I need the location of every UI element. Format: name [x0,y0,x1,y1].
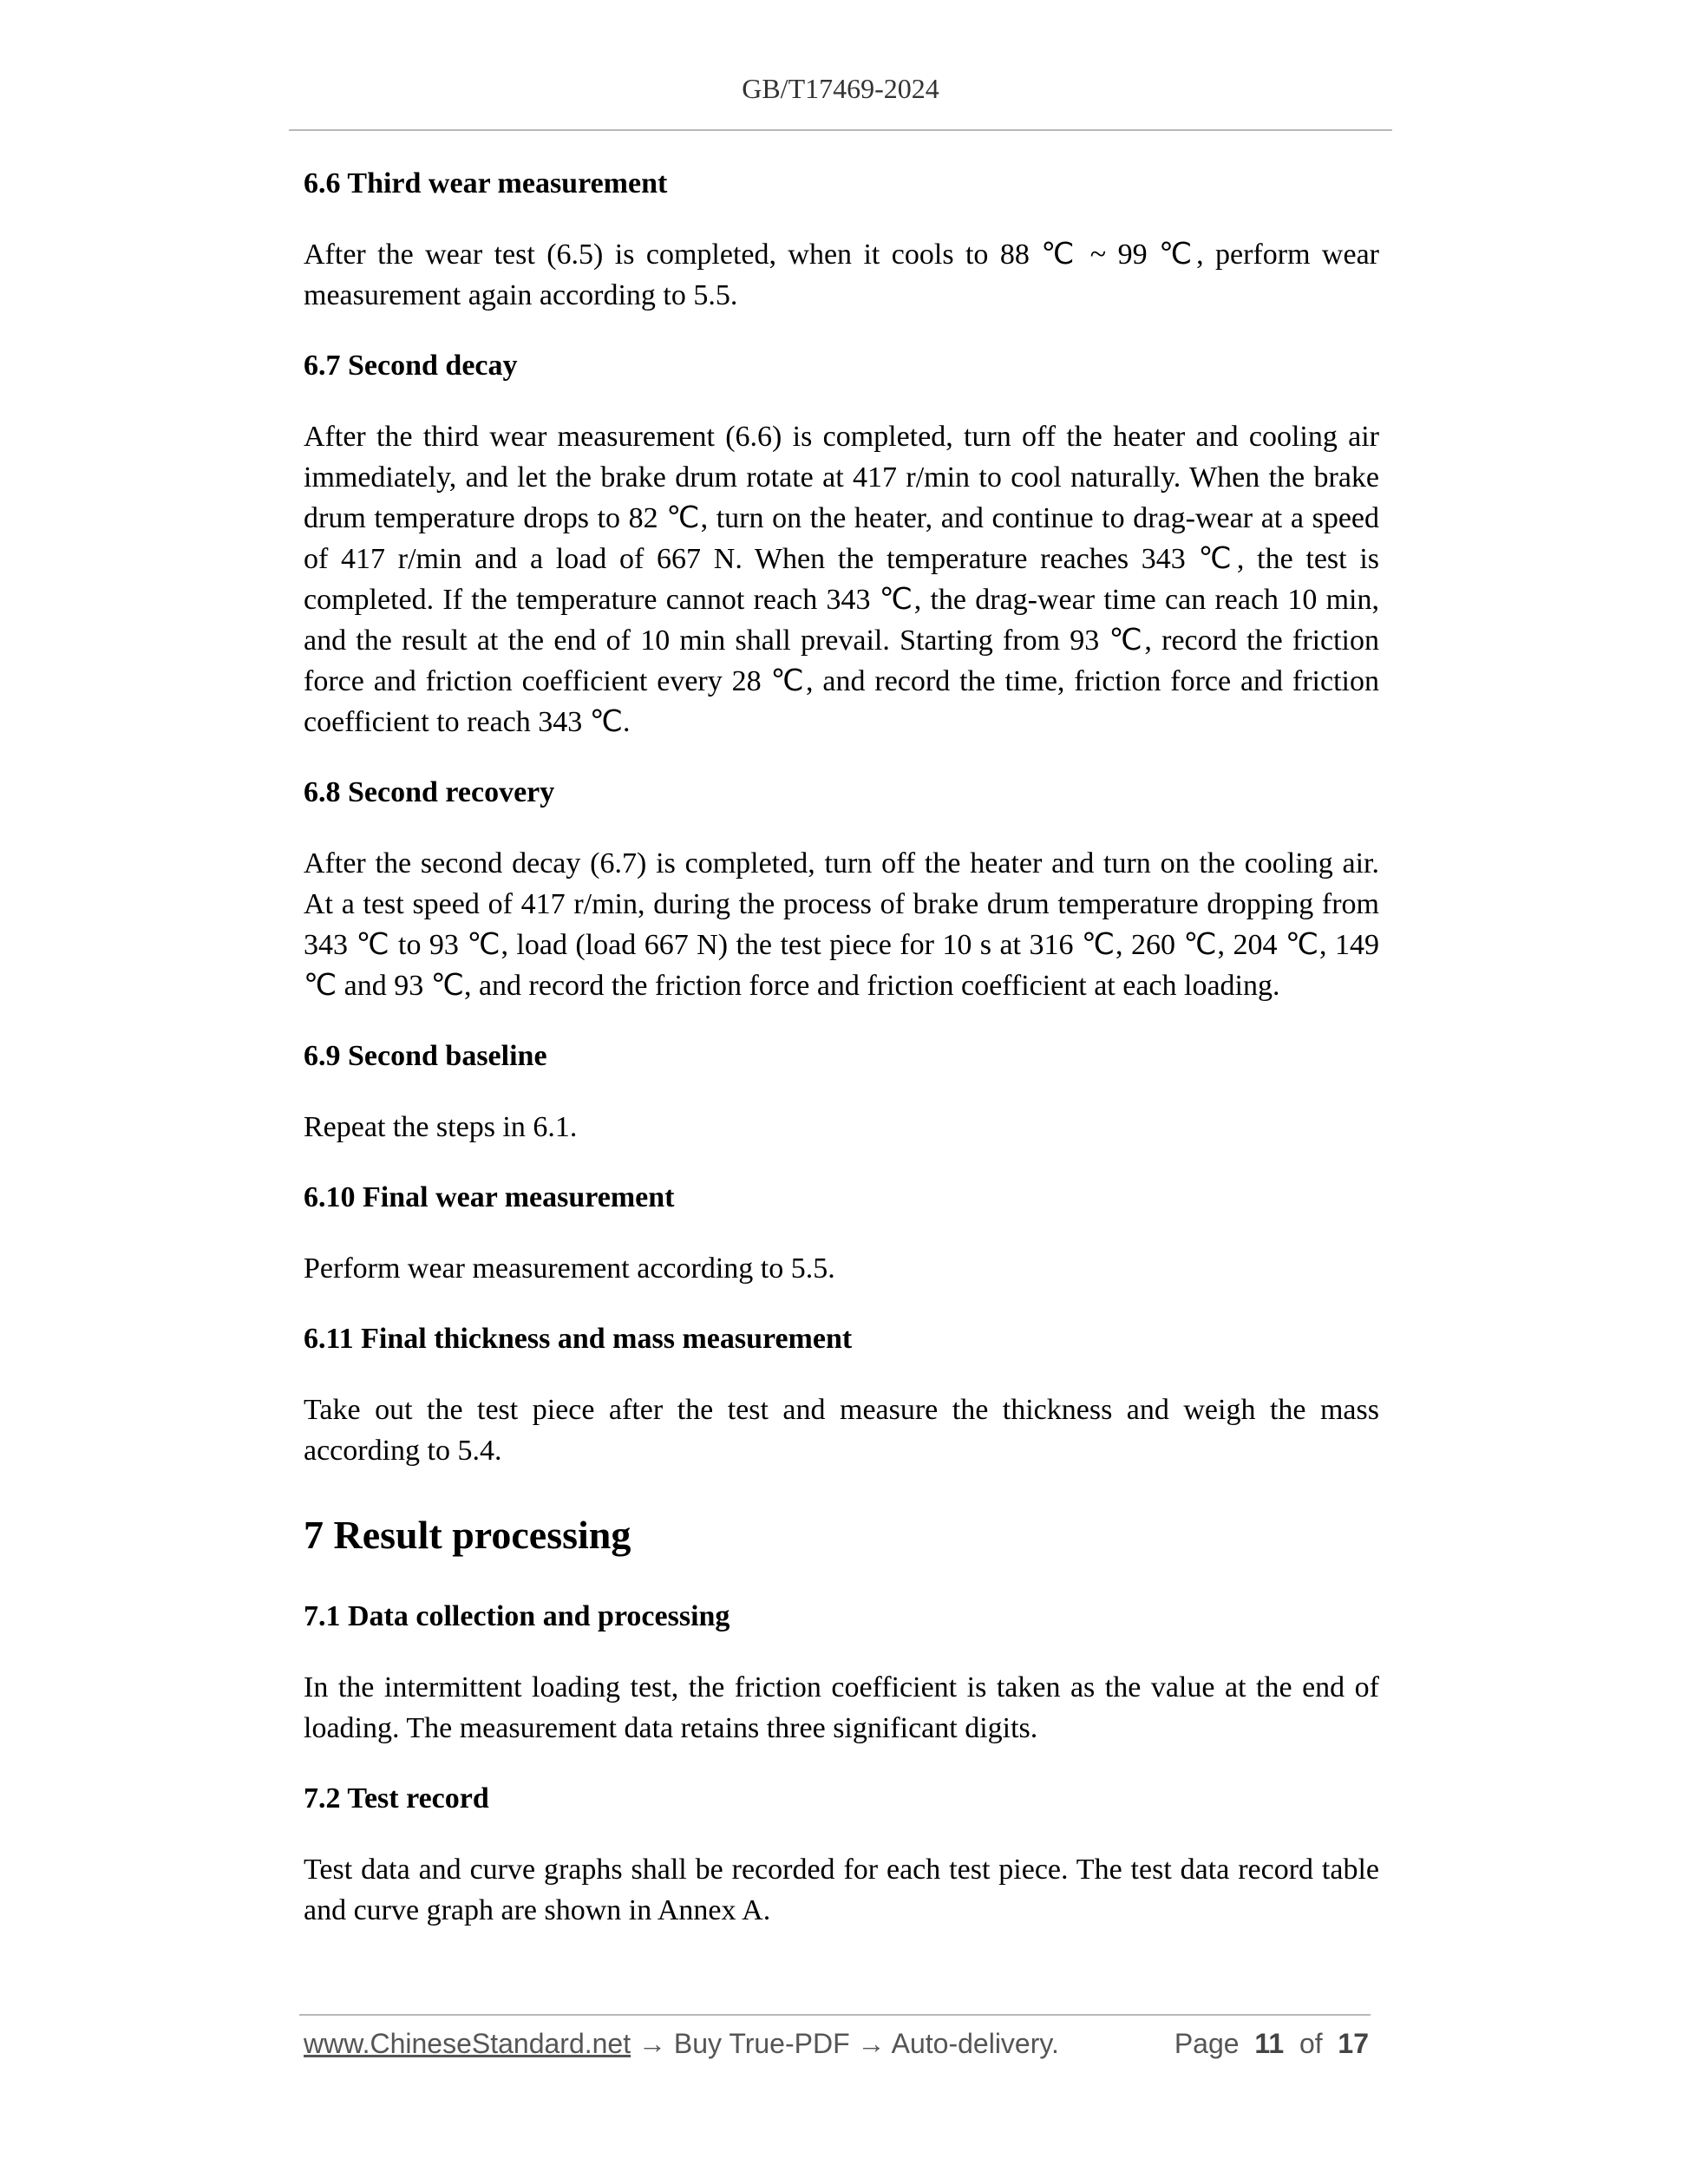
header-divider [289,129,1392,131]
of-label: of [1299,2028,1323,2059]
section-7-2-body: Test data and curve graphs shall be recorded for each test piece. The test data record table and curve graph are shown in Annex A. [304,1854,1379,1926]
section-6-8-title: 6.8 Second recovery [304,776,555,808]
section-6-10-body: Perform wear measurement according to 5.5. [304,1252,835,1285]
section-6-6-body: After the wear test (6.5) is completed, when it cools to 88 ℃ ~ 99 ℃, perform wear measurement again according to 5.5. [304,239,1379,311]
section-7-1-body: In the intermittent loading test, the friction coefficient is taken as the value at the end of loading. The measurement data retains three significant digits. [304,1671,1379,1744]
section-6-8-body: After the second decay (6.7) is completed, turn off the heater and turn on the cooling air. At a test speed of 417 r/min, during the process of brake drum temperature dropping from 343 ℃ to 93 ℃, load (load 667 N) the test piece for 10 s at 316 ℃, 260 ℃, 204 ℃, 149 ℃ and 93 ℃, and record the friction force and friction coefficient at each loading. [304,847,1379,1002]
section-6-9-title: 6.9 Second baseline [304,1040,547,1072]
section-6-11-body: Take out the test piece after the test and measure the thickness and weigh the mass according to 5.4. [304,1394,1379,1467]
section-7-1-title: 7.1 Data collection and processing [304,1600,730,1632]
section-6-7-title: 6.7 Second decay [304,350,518,382]
page-footer [304,2028,1371,2060]
section-7-2-title: 7.2 Test record [304,1782,489,1815]
footer-tagline: → Buy True-PDF → Auto-delivery. [631,2028,1059,2059]
page-number: 11 [1254,2028,1285,2059]
page-total: 17 [1338,2028,1369,2059]
footer-divider [299,2014,1371,2016]
section-6-9-body: Repeat the steps in 6.1. [304,1111,578,1143]
section-6-10-title: 6.10 Final wear measurement [304,1181,675,1213]
section-7-title: 7 Result processing [304,1513,631,1557]
section-6-6-title: 6.6 Third wear measurement [304,167,668,199]
page-label: Page [1174,2028,1240,2059]
section-6-11-title: 6.11 Final thickness and mass measurement [304,1323,853,1355]
section-6-7-body: After the third wear measurement (6.6) is completed, turn off the heater and cooling air immediately, and let the brake drum rotate at 417 r/min to cool naturally. When the brake drum temperature drops to 82 ℃, turn on the heater, and continue to drag-wear at a speed of 417 r/min and a load of 667 N. When the temperature reaches 343 ℃, the test is completed. If the temperature cannot reach 343 ℃, the drag-wear time can reach 10 min, and the result at the end of 10 min shall prevail. Starting from 93 ℃, record the friction force and friction coefficient every 28 ℃, and record the time, friction force and friction coefficient to reach 343 ℃. [304,421,1379,738]
document-header: GB/T17469-2024 [742,73,939,104]
page-indicator [1174,2028,1369,2060]
document-body [304,163,1379,1931]
site-link[interactable]: www.ChineseStandard.net [304,2028,631,2059]
